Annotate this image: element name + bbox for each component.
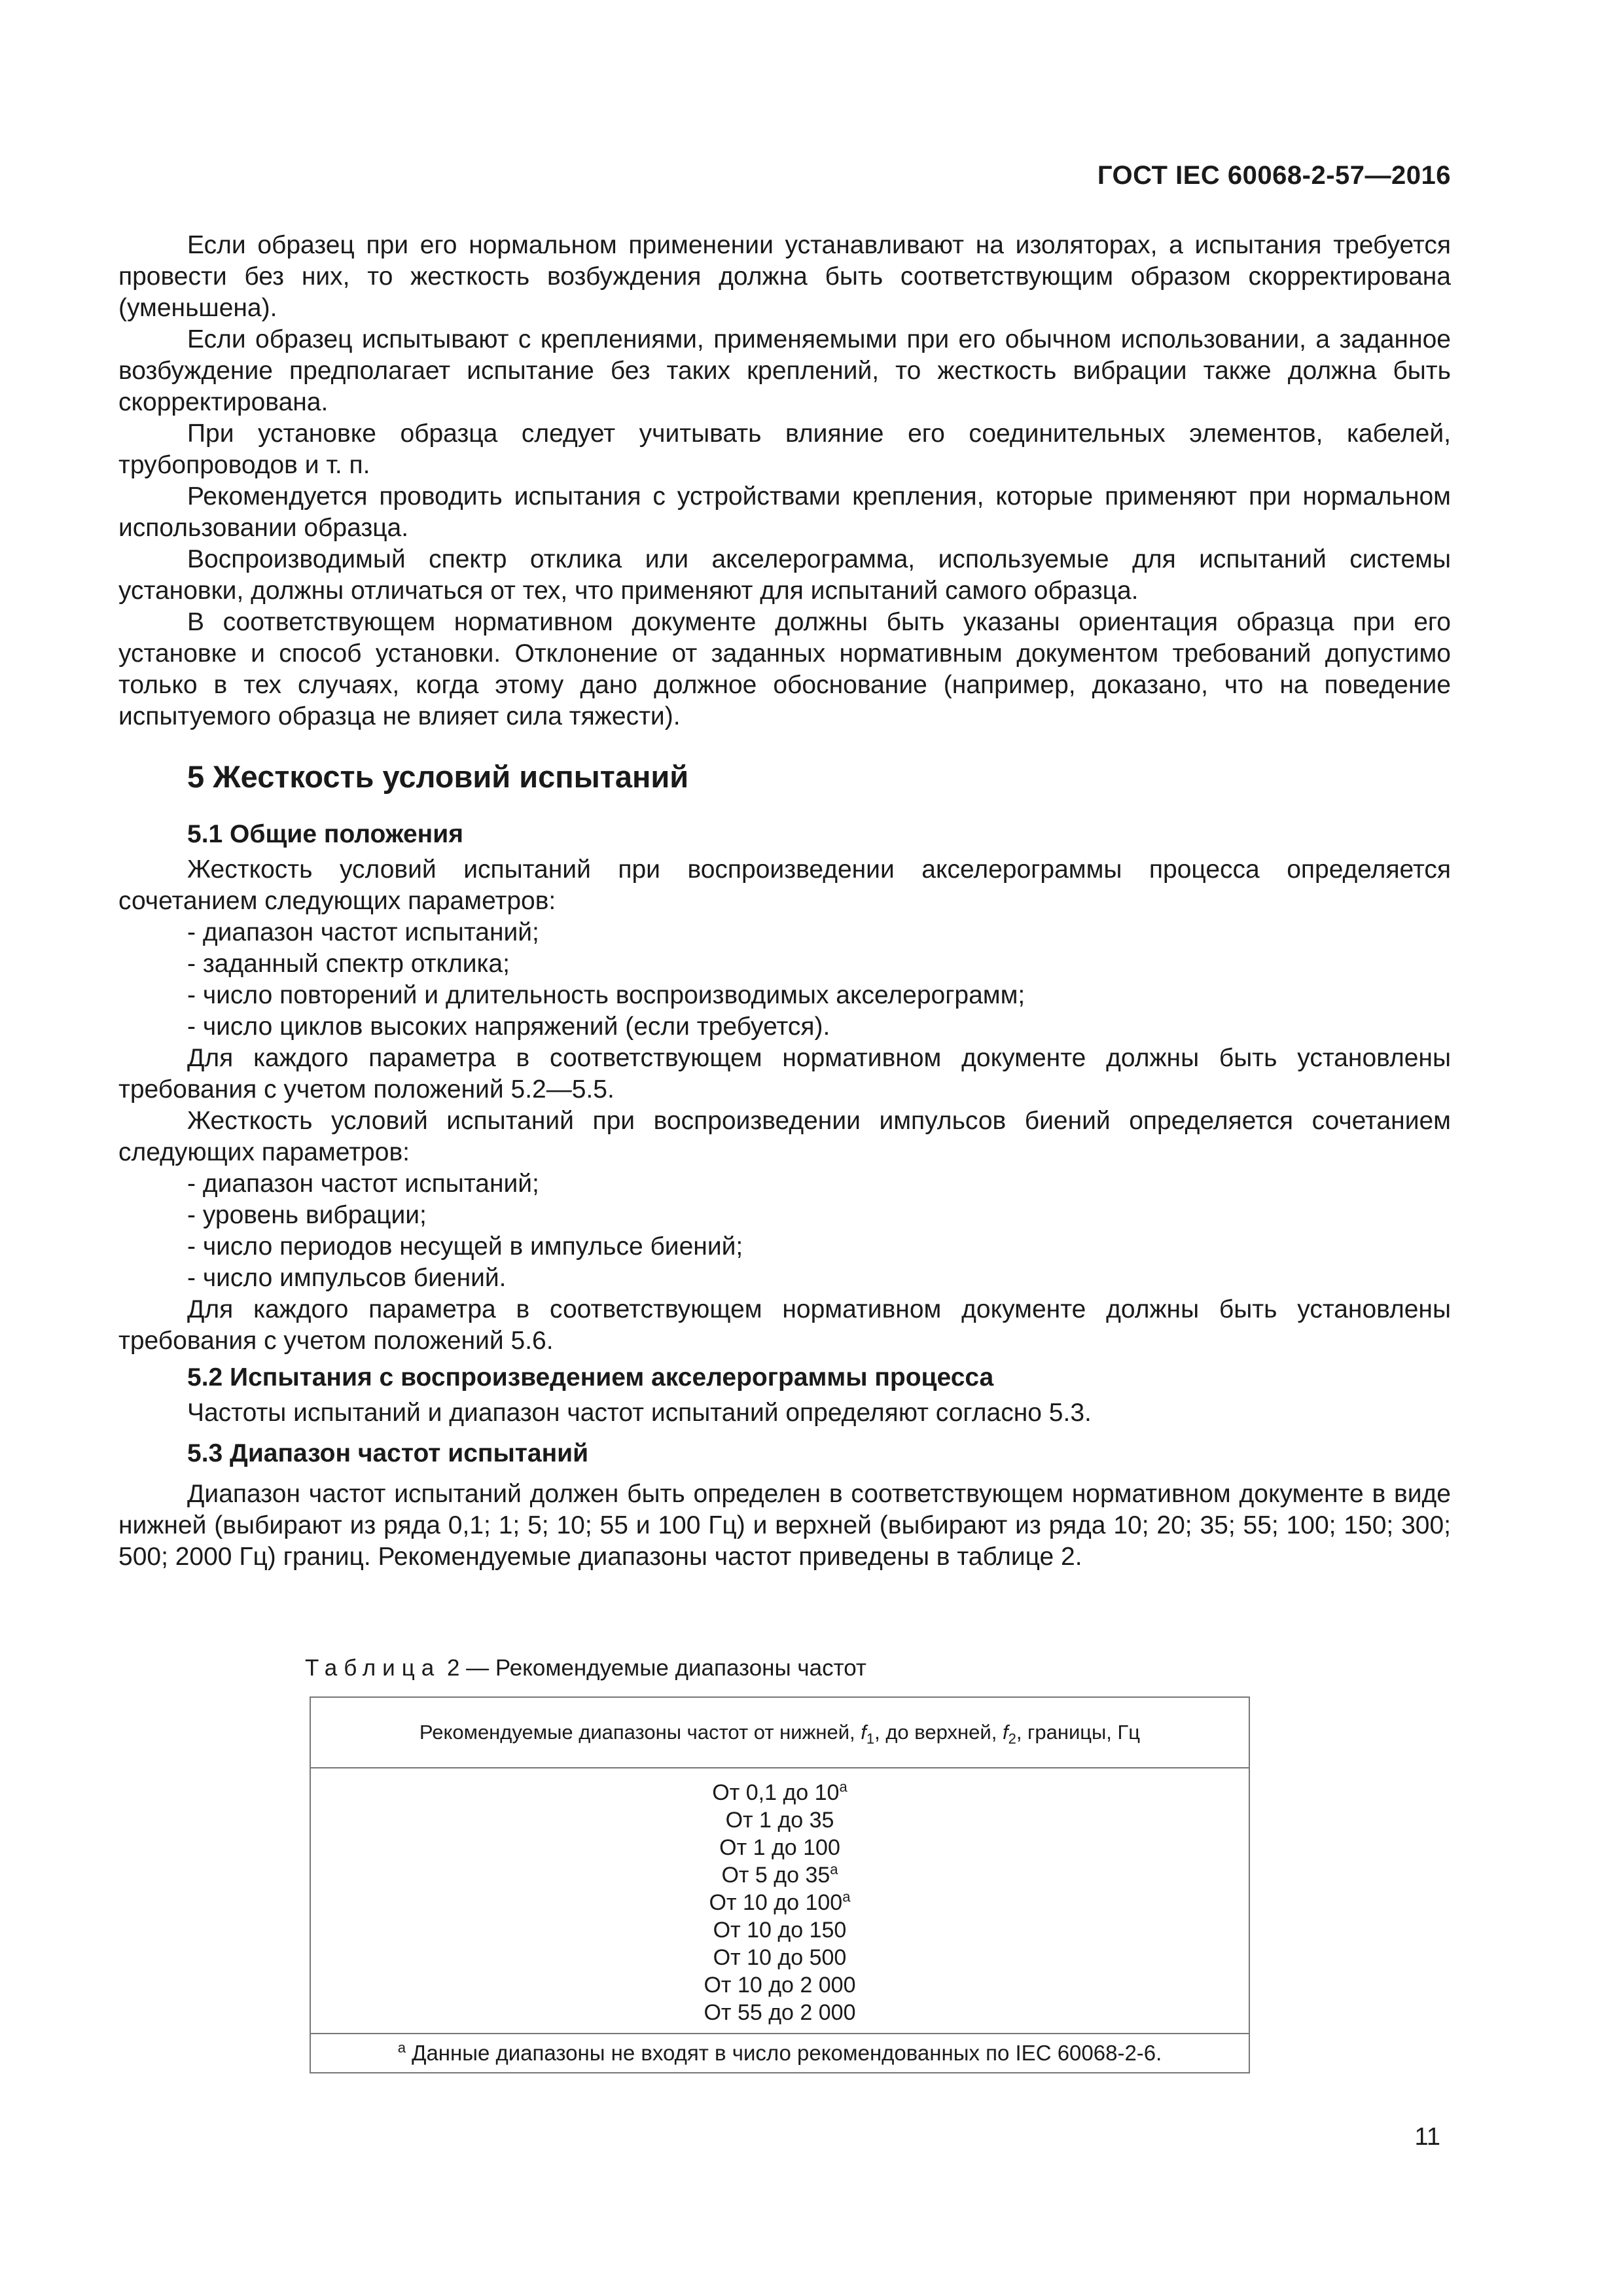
table-row: От 10 до 2 000 bbox=[704, 1973, 856, 1998]
table-caption-text: 2 — Рекомендуемые диапазоны частот bbox=[446, 1655, 866, 1681]
table-header-cell: Рекомендуемые диапазоны частот от нижней, $f_1$, до верхней, $f_2$, границы, Гц bbox=[310, 1697, 1249, 1768]
list-item: - уровень вибрации; bbox=[187, 1201, 427, 1229]
table-caption bbox=[305, 1655, 866, 1681]
page-body bbox=[118, 230, 1451, 1573]
paragraph: В соответствующем нормативном документе должны быть указаны ориентация образца при его установке и способ установки. Отклонение от заданных нормативным документом требований допустимо только в тех случаях, когда этому дано должное обоснование (например, доказано, что на поведение испытуемого образца не влияет сила тяжести). bbox=[118, 608, 1451, 730]
paragraph: Частоты испытаний и диапазон частот испытаний определяют согласно 5.3. bbox=[187, 1399, 1092, 1427]
table-footnote: $^a$ Данные диапазоны не входят в число рекомендованных по IEC 60068-2-6. bbox=[310, 2034, 1249, 2073]
subsection-heading: 5.2 Испытания с воспроизведением акселерограммы процесса bbox=[187, 1363, 994, 1391]
subsection-heading: 5.3 Диапазон частот испытаний bbox=[187, 1439, 589, 1467]
frequency-table bbox=[310, 1696, 1250, 2073]
table-row: От 1 до 100 bbox=[719, 1835, 840, 1860]
paragraph: Жесткость условий испытаний при воспроизведении импульсов биений определяется сочетанием следующих параметров: bbox=[118, 1107, 1451, 1166]
table-caption-word: Таблица bbox=[305, 1655, 441, 1681]
subsection-heading: 5.1 Общие положения bbox=[187, 820, 463, 848]
document-header: ГОСТ IEC 60068-2-57—2016 bbox=[1097, 161, 1451, 190]
table-row: От 10 до 500 bbox=[713, 1945, 847, 1970]
paragraph: Если образец при его нормальном применении устанавливают на изоляторах, а испытания требуется провести без них, то жесткость возбуждения должна быть соответствующим образом скорректирована (уменьшена). bbox=[118, 231, 1451, 322]
list-item: - заданный спектр отклика; bbox=[187, 950, 510, 978]
table-row: От 0,1 до 10$^a$ bbox=[712, 1778, 847, 1805]
paragraph: Воспроизводимый спектр отклика или акселерограмма, используемые для испытаний системы установки, должны отличаться от тех, что применяют для испытаний самого образца. bbox=[118, 545, 1451, 605]
table-row: От 10 до 100$^a$ bbox=[709, 1888, 851, 1915]
paragraph: Жесткость условий испытаний при воспроизведении акселерограммы процесса определяется сочетанием следующих параметров: bbox=[118, 855, 1451, 915]
table-body-cell bbox=[310, 1768, 1249, 2034]
table-row: От 55 до 2 000 bbox=[704, 2000, 856, 2025]
paragraph: Диапазон частот испытаний должен быть определен в соответствующем нормативном документе в виде нижней (выбирают из ряда 0,1; 1; 5; 10; 55 и 100 Гц) и верхней (выбирают из ряда 10; 20; 35; 55; 100; 150; 300; 500; 2000 Гц) границ. Рекомендуемые диапазоны частот приведены в таблице 2. bbox=[118, 1480, 1451, 1571]
list-item: - диапазон частот испытаний; bbox=[187, 1170, 539, 1198]
table-row: От 5 до 35$^a$ bbox=[721, 1861, 838, 1888]
paragraph: Рекомендуется проводить испытания с устройствами крепления, которые применяют при нормальном использовании образца. bbox=[118, 482, 1451, 542]
paragraph: Для каждого параметра в соответствующем нормативном документе должны быть установлены требования с учетом положений 5.6. bbox=[118, 1295, 1451, 1355]
section-heading: 5 Жесткость условий испытаний bbox=[187, 759, 689, 794]
page-number: 11 bbox=[1414, 2123, 1440, 2151]
list-item: - число повторений и длительность воспроизводимых акселерограмм; bbox=[187, 981, 1026, 1009]
paragraph: При установке образца следует учитывать влияние его соединительных элементов, кабелей, трубопроводов и т. п. bbox=[118, 420, 1451, 479]
list-item: - число циклов высоких напряжений (если требуется). bbox=[187, 1013, 830, 1041]
paragraph: Если образец испытывают с креплениями, применяемыми при его обычном использовании, а заданное возбуждение предполагает испытание без таких креплений, то жесткость вибрации также должна быть скорректирована. bbox=[118, 325, 1451, 416]
list-item: - число импульсов биений. bbox=[187, 1264, 507, 1292]
list-item: - число периодов несущей в импульсе биений; bbox=[187, 1232, 743, 1261]
list-item: - диапазон частот испытаний; bbox=[187, 918, 539, 946]
table-row: От 1 до 35 bbox=[725, 1808, 834, 1833]
paragraph: Для каждого параметра в соответствующем нормативном документе должны быть установлены требования с учетом положений 5.2—5.5. bbox=[118, 1044, 1451, 1103]
table-row: От 10 до 150 bbox=[713, 1918, 847, 1943]
